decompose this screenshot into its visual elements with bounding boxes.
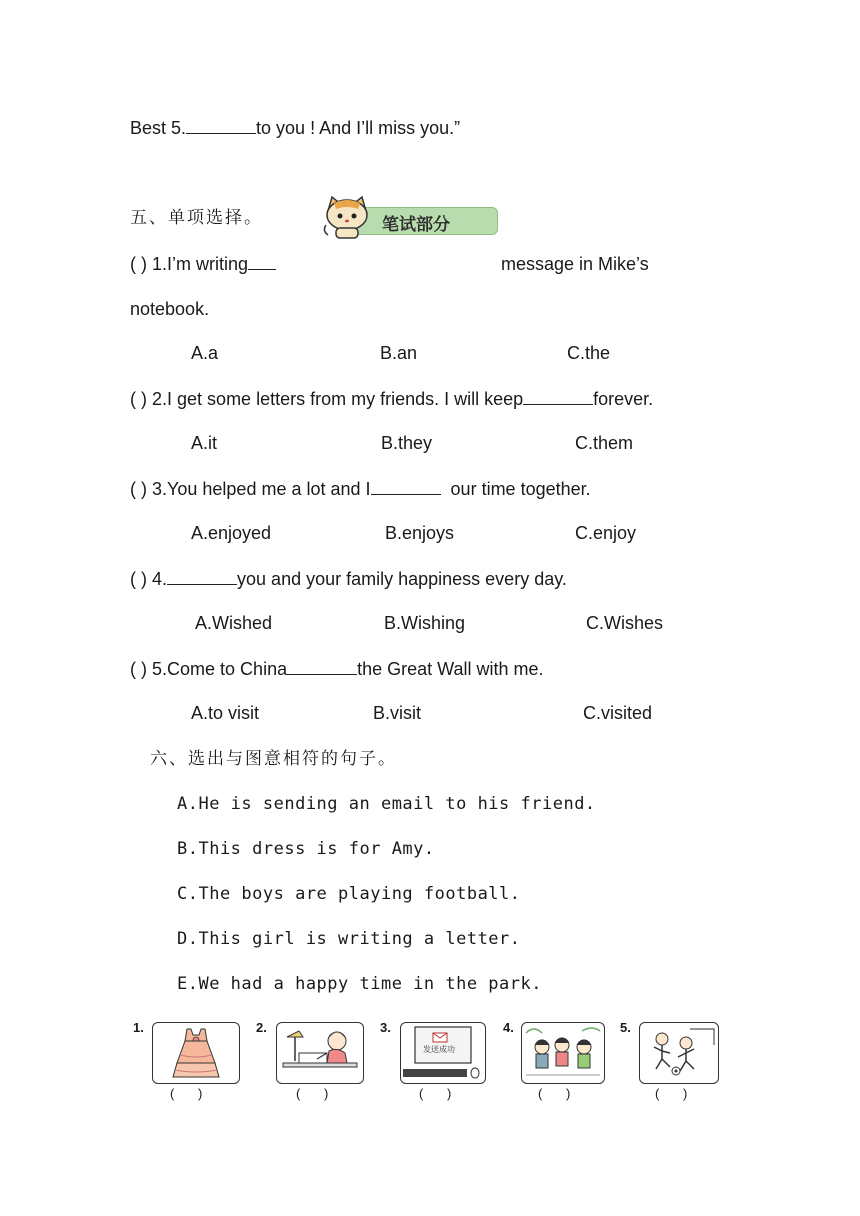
option-b[interactable]: B.Wishing — [384, 613, 466, 633]
badge-label: 笔试部分 — [382, 215, 450, 235]
option-a[interactable]: A.a — [191, 343, 219, 363]
picture-number: 5. — [620, 1020, 631, 1035]
answer-paren[interactable]: ( ) — [130, 659, 147, 679]
option-c[interactable]: C.visited — [583, 703, 653, 723]
option-b[interactable]: B.they — [381, 433, 433, 453]
answer-paren[interactable]: ( ) — [130, 479, 147, 499]
screen-message: 发送成功 — [423, 1045, 455, 1054]
picture-5-answer[interactable]: ( ) — [655, 1086, 698, 1101]
question-1-continuation: message in Mike’s — [501, 254, 649, 274]
sentence-a: A.He is sending an email to his friend. — [177, 794, 596, 814]
question-1: ( ) 1.I’m writing — [130, 253, 276, 275]
picture-number: 3. — [380, 1020, 391, 1035]
picture-number: 2. — [256, 1020, 267, 1035]
kids-park-icon — [522, 1023, 604, 1083]
picture-4-frame — [521, 1022, 605, 1084]
option-c[interactable]: C.them — [575, 433, 634, 453]
sentence-c: C.The boys are playing football. — [177, 884, 521, 904]
option-c[interactable]: C.Wishes — [586, 613, 664, 633]
option-a[interactable]: A.to visit — [191, 703, 260, 723]
answer-blank[interactable] — [248, 253, 276, 270]
question-4: ( ) 4. you and your family happiness every day. — [130, 569, 567, 589]
option-a[interactable]: A.enjoyed — [191, 523, 272, 543]
answer-blank[interactable] — [523, 388, 593, 405]
question-3: ( ) 3.You helped me a lot and I our time together. — [130, 479, 591, 499]
question-5: ( ) 5.Come to China the Great Wall with me. — [130, 659, 544, 679]
option-c[interactable]: C.the — [567, 343, 611, 363]
picture-5-frame — [639, 1022, 719, 1084]
picture-3-answer[interactable]: ( ) — [419, 1086, 462, 1101]
sentence-b: B.This dress is for Amy. — [177, 839, 435, 859]
answer-paren[interactable]: ( ) — [130, 254, 147, 274]
answer-blank[interactable] — [167, 568, 237, 585]
sentence-e: E.We had a happy time in the park. — [177, 974, 542, 994]
answer-paren[interactable]: ( ) — [130, 569, 147, 589]
answer-blank[interactable] — [287, 658, 357, 675]
sentence-d: D.This girl is writing a letter. — [177, 929, 521, 949]
picture-number: 1. — [133, 1020, 144, 1035]
question-2: ( ) 2.I get some letters from my friends. I will keep forever. — [130, 389, 654, 409]
section-5-heading: 五、单项选择。 — [130, 208, 263, 228]
picture-1-answer[interactable]: ( ) — [170, 1086, 213, 1101]
question-1-wrap: notebook. — [130, 299, 210, 319]
dress-icon — [153, 1023, 239, 1083]
answer-blank[interactable] — [186, 117, 256, 134]
picture-1-frame — [152, 1022, 240, 1084]
cat-mascot-icon — [322, 195, 374, 241]
answer-paren[interactable]: ( ) — [130, 389, 147, 409]
picture-number: 4. — [503, 1020, 514, 1035]
picture-2-answer[interactable]: ( ) — [296, 1086, 339, 1101]
option-a[interactable]: A.it — [191, 433, 218, 453]
option-b[interactable]: B.enjoys — [385, 523, 455, 543]
option-a[interactable]: A.Wished — [195, 613, 273, 633]
answer-blank[interactable] — [371, 478, 441, 495]
option-b[interactable]: B.visit — [373, 703, 422, 723]
picture-2-frame — [276, 1022, 364, 1084]
picture-4-answer[interactable]: ( ) — [538, 1086, 581, 1101]
option-b[interactable]: B.an — [380, 343, 418, 363]
girl-writing-icon — [277, 1023, 363, 1083]
boys-football-icon — [640, 1023, 718, 1083]
section-6-heading: 六、选出与图意相符的句子。 — [150, 749, 397, 769]
written-part-badge — [322, 195, 498, 237]
top-line: Best 5. to you ! And I’ll miss you.” — [130, 118, 461, 138]
option-c[interactable]: C.enjoy — [575, 523, 637, 543]
picture-3-frame — [400, 1022, 486, 1084]
